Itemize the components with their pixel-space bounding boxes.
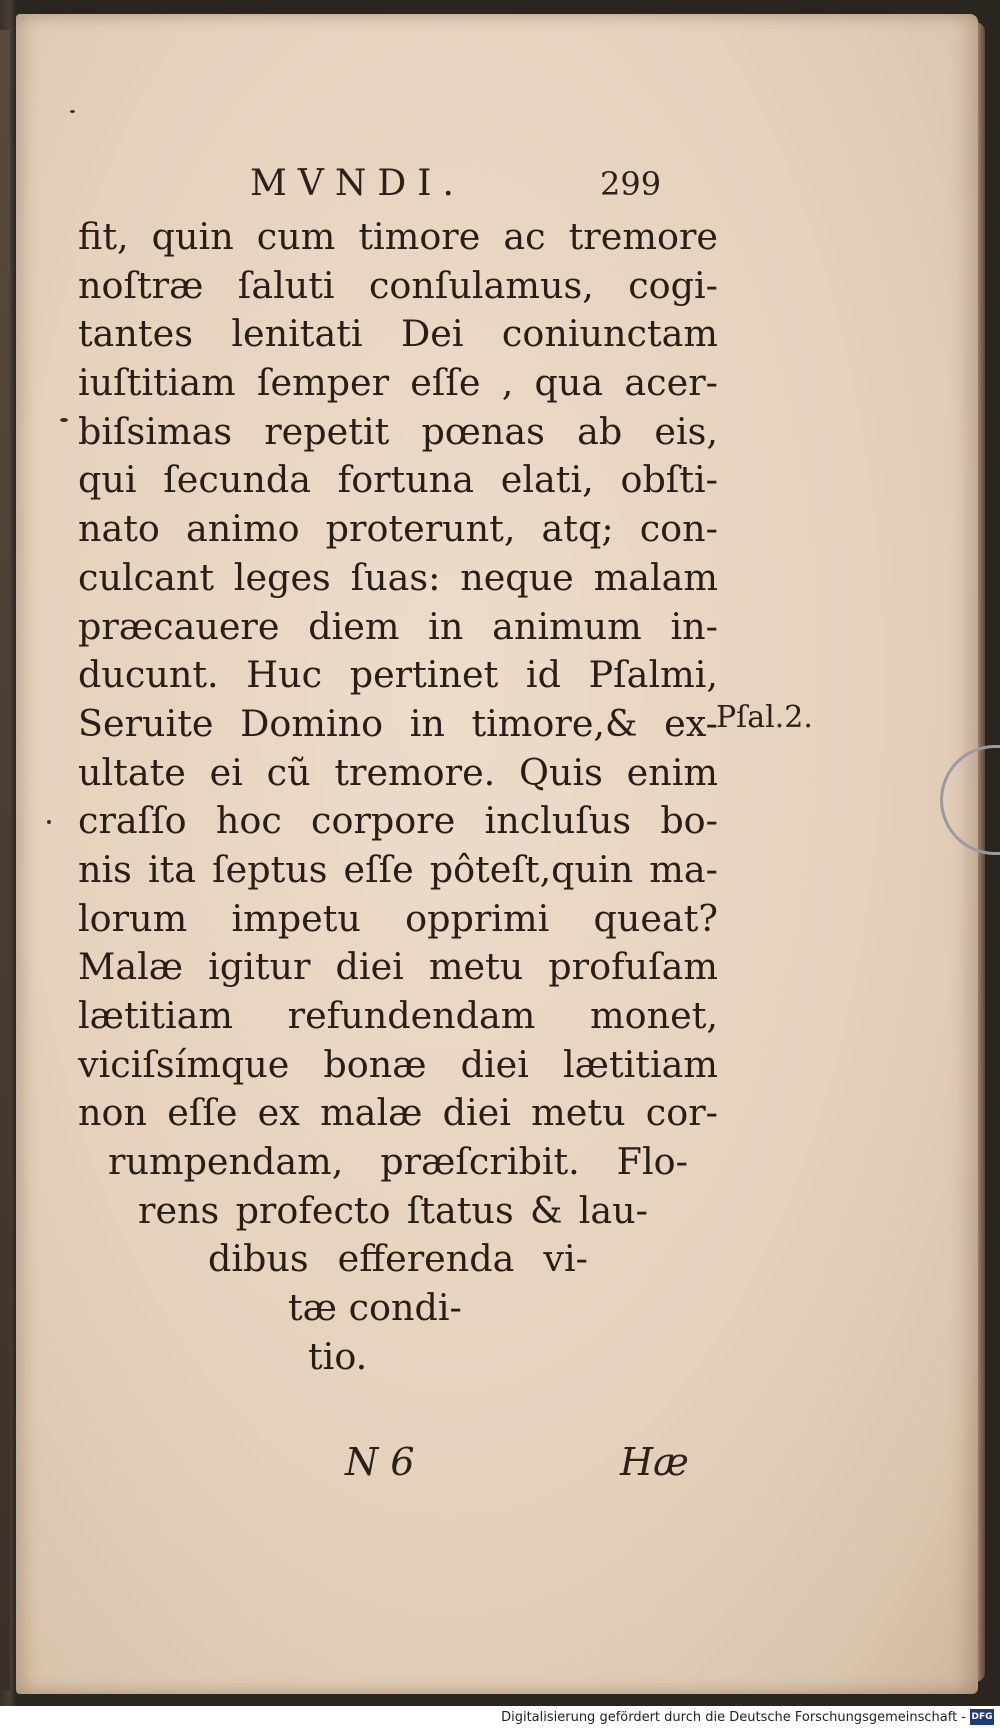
text-line: biſsimas repetit pœnas ab eis, [78, 409, 718, 453]
text-line: rumpendam, præſcribit. Flo- [108, 1140, 688, 1184]
text-line: tio. [308, 1334, 368, 1378]
margin-note: Pſal.2. [716, 700, 813, 735]
text-line: præcauere diem in animum in- [78, 604, 718, 648]
ink-speck [60, 418, 68, 422]
ink-speck [47, 820, 51, 824]
text-line: noſtræ ſaluti conſulamus, cogi- [78, 263, 718, 307]
text-line: non eſſe ex malæ diei metu cor- [78, 1091, 718, 1135]
signature-mark: N 6 [345, 1440, 415, 1484]
text-line: qui ſecunda fortuna elati, obſti- [78, 458, 718, 502]
body-text [78, 213, 718, 1382]
text-line: ultate ei cũ tremore. Quis enim [78, 750, 718, 794]
page-header [250, 163, 720, 213]
footer-bar [0, 1706, 1000, 1731]
text-line: tæ condi- [288, 1286, 462, 1330]
footer-credit: Digitalisierung gefördert durch die Deutsche Forschungsgemeinschaft - [501, 1710, 966, 1725]
text-line: Malæ igitur diei metu profuſam [78, 945, 718, 989]
text-line: dibus efferenda vi- [208, 1237, 588, 1281]
text-line: fit, quin cum timore ac tremore [78, 215, 718, 258]
text-line: lorum impetu opprimi queat? [78, 896, 718, 940]
text-line: lætitiam refundendam monet, [78, 994, 718, 1037]
text-line: iuſtitiam ſemper eſſe , qua acer- [78, 361, 718, 405]
book-binding-edge [0, 30, 10, 1690]
catchword: Hæ [620, 1440, 689, 1484]
text-line: viciſsímque bonæ diei lætitiam [78, 1042, 718, 1086]
dfg-logo-icon: DFG [970, 1709, 994, 1725]
text-line: rens profecto ſtatus & lau- [138, 1188, 648, 1232]
text-line: Seruite Domino in timore,& ex- [78, 701, 718, 745]
text-line: nato animo proterunt, atq; con- [78, 507, 718, 551]
text-line: ducunt. Huc pertinet id Pſalmi, [78, 653, 718, 697]
page-number: 299 [600, 165, 662, 203]
text-line: nis ita ſeptus eſſe pôteſt,quin ma- [78, 847, 718, 891]
text-line: culcant leges ſuas: neque malam [78, 555, 718, 599]
ink-speck [70, 110, 75, 113]
text-line: craſſo hoc corpore incluſus bo- [78, 799, 718, 843]
text-line: tantes lenitati Dei coniunctam [78, 312, 718, 356]
running-head: MVNDI. [250, 163, 465, 204]
